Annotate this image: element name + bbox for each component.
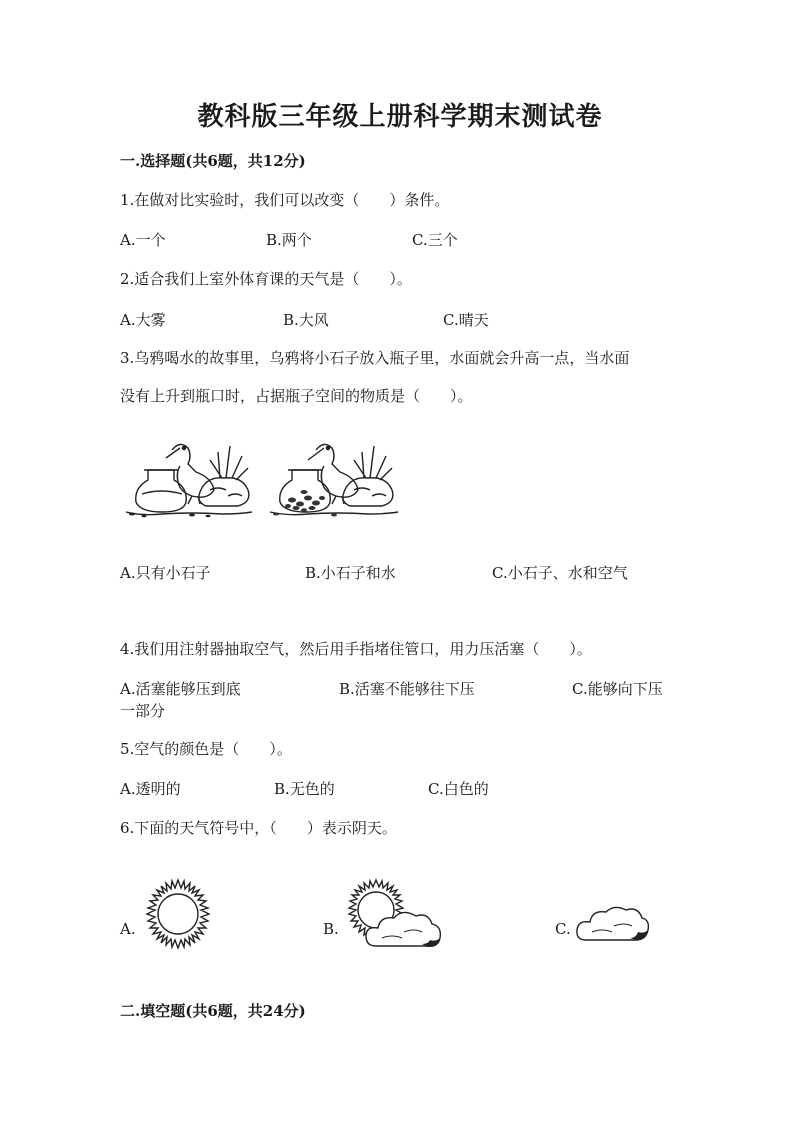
q3-option-a: A.只有小石子 bbox=[120, 564, 211, 582]
q2-option-b: B.大风 bbox=[283, 311, 329, 329]
question-5: 5.空气的颜色是（ ）。 bbox=[120, 740, 292, 758]
q5-option-c: C.白色的 bbox=[428, 780, 489, 798]
q4-option-c-wrap: 一部分 bbox=[120, 702, 166, 720]
question-2: 2.适合我们上室外体育课的天气是（ ）。 bbox=[120, 270, 412, 288]
question-3-line-2: 没有上升到瓶口时，占据瓶子空间的物质是（ ）。 bbox=[120, 387, 473, 405]
sunny-weather-icon bbox=[140, 876, 216, 952]
question-6: 6.下面的天气符号中，（ ）表示阴天。 bbox=[120, 819, 397, 837]
q3-option-c: C.小石子、水和空气 bbox=[492, 564, 628, 582]
crow-drinking-illustration-2 bbox=[268, 432, 400, 518]
q5-option-b: B.无色的 bbox=[274, 780, 335, 798]
q1-option-b: B.两个 bbox=[266, 231, 312, 249]
cloudy-weather-icon bbox=[574, 902, 650, 946]
question-4: 4.我们用注射器抽取空气，然后用手指堵住管口，用力压活塞（ ）。 bbox=[120, 640, 592, 658]
page-title: 教科版三年级上册科学期末测试卷 bbox=[197, 102, 603, 132]
section-heading-fill-in: 二.填空题(共6题，共24分) bbox=[120, 1002, 306, 1020]
q1-option-a: A.一个 bbox=[120, 231, 166, 249]
question-3-line-1: 3.乌鸦喝水的故事里，乌鸦将小石子放入瓶子里，水面就会升高一点，当水面 bbox=[120, 349, 630, 367]
q4-option-c: C.能够向下压 bbox=[572, 680, 663, 698]
q6-option-a: A. bbox=[120, 920, 136, 938]
q5-option-a: A.透明的 bbox=[120, 780, 181, 798]
q4-option-a: A.活塞能够压到底 bbox=[120, 680, 241, 698]
q6-option-c: C. bbox=[555, 920, 571, 938]
q2-option-a: A.大雾 bbox=[120, 311, 166, 329]
q6-option-b: B. bbox=[323, 920, 339, 938]
q4-option-b: B.活塞不能够往下压 bbox=[339, 680, 475, 698]
q1-option-c: C.三个 bbox=[412, 231, 458, 249]
crow-drinking-illustration-1 bbox=[122, 432, 254, 518]
q2-option-c: C.晴天 bbox=[443, 311, 489, 329]
question-1: 1.在做对比实验时，我们可以改变（ ）条件。 bbox=[120, 191, 450, 209]
section-heading-choice: 一.选择题(共6题，共12分) bbox=[120, 152, 306, 170]
partly-cloudy-weather-icon bbox=[342, 876, 446, 956]
q3-option-b: B.小石子和水 bbox=[305, 564, 396, 582]
